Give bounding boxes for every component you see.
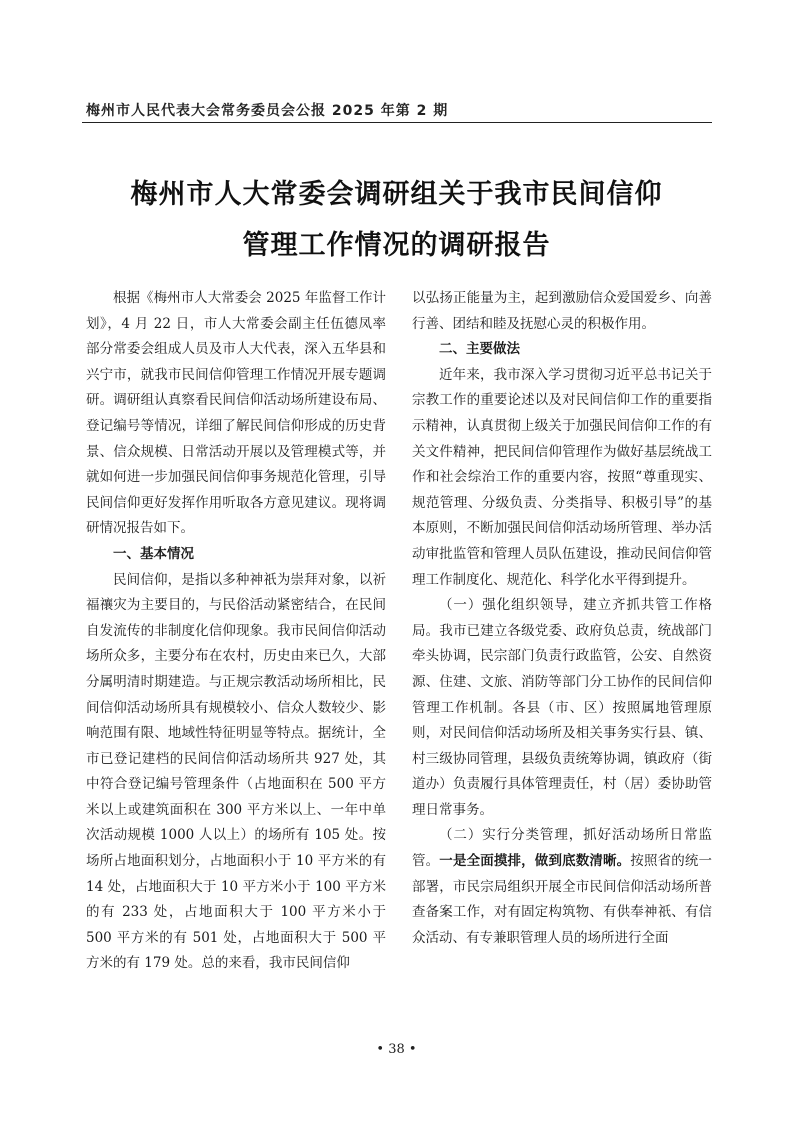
page-number: • 38 • — [376, 1042, 417, 1057]
continued-paragraph: 以弘扬正能量为主，起到激励信众爱国爱乡、向善行善、团结和睦及抚慰心灵的积极作用。 — [412, 290, 712, 332]
subsection-1-title: （一）强化组织领导，建立齐抓共管工作格局。 — [412, 597, 712, 639]
basic-situation-paragraph: 民间信仰，是指以多种神祇为崇拜对象，以祈福禳灾为主要目的，与民俗活动紧密结合，在民间自发流传的非制度化信仰现象。我市民间信仰活动场所众多，主要分布在农村，历史由来已久，大部分属明清时期建造。与正规宗教活动场所相比，民间信仰活动场所具有规模较小、信众人数较少、影响范围有限、地域性特征明显等特点。据统计，全市已登记建档的民间信仰活动场所共 927 处，其中符合登记编号管理条件（占地面积在 500 平方米以上或建筑面积在 300 平方米以上、一年中单次活动规模 1000 人以上）的场所有 105 处。按场所占地面积划分，占地面积小于 10 平方米的有 14 处，占地面积大于 10 平方米小于 100 平方米的有 233 处，占地面积大于 100 平方米小于 500 平方米的有 501 处，占地面积大于 500 平方米的有 179 处。总的来看，我市民间信仰 — [86, 571, 386, 972]
subsection-2 — [412, 823, 712, 951]
practices-paragraph: 近年来，我市深入学习贯彻习近平总书记关于宗教工作的重要论述以及对民间信仰工作的重要指示精神，认真贯彻上级关于加强民间信仰工作的有关文件精神，把民间信仰管理作为做好基层统战工作和社会综治工作的重要内容，按照“尊重现实、规范管理、分级负责、分类指导、积极引导”的基本原则，不断加强民间信仰活动场所管理、举办活动审批监管和管理人员队伍建设，推动民间信仰管理工作制度化、规范化、科学化水平得到提升。 — [412, 366, 712, 588]
report-title-line2: 管理工作情况的调研报告 — [242, 230, 551, 261]
section-heading-practices: 二、主要做法 — [439, 341, 520, 358]
header-divider — [82, 122, 712, 123]
bulletin-header: 梅州市人民代表大会常务委员会公报 2025 年第 2 期 — [86, 103, 449, 119]
intro-paragraph: 根据《梅州市人大常委会 2025 年监督工作计划》，4 月 22 日，市人大常委会副主任伍德凤率部分常委会组成人员及市人大代表，深入五华县和兴宁市，就我市民间信仰管理工作情况开展专题调研。调研组认真察看民间信仰活动场所建设布局、登记编号等情况，详细了解民间信仰形成的历史背景、信众规模、日常活动开展以及管理模式等，并就如何进一步加强民间信仰事务规范化管理，引导民间信仰更好发挥作用听取各方意见建议。现将调研情况报告如下。 — [86, 290, 386, 537]
right-column — [412, 286, 712, 951]
subsection-2-title: （二）实行分类管理，抓好活动场所日常监管。 — [412, 827, 712, 870]
subsection-2-body: 按照省的统一部署，市民宗局组织开展全市民间信仰活动场所普查备案工作，对有固定构筑物、有供奉神祇、有信众活动、有专兼职管理人员的场所进行全面 — [412, 853, 713, 946]
subsection-1-body: 我市已建立各级党委、政府负总责，统战部门牵头协调，民宗部门负责行政监管，公安、自然资源、住建、文旅、消防等部门分工协作的民间信仰管理工作机制。各县（市、区）按照属地管理原则，对民间信仰活动场所及相关事务实行县、镇、村三级协同管理，县级负责统筹协调，镇政府（街道办）负责履行具体管理责任，村（居）委协助管理日常事务。 — [412, 622, 713, 818]
left-column — [86, 286, 386, 977]
section-heading-basic: 一、基本情况 — [113, 545, 194, 562]
subsection-2-bold-lead: 一是全面摸排，做到底数清晰。 — [439, 853, 631, 870]
report-title-line1: 梅州市人大常委会调研组关于我市民间信仰 — [130, 179, 663, 210]
subsection-1 — [412, 593, 712, 823]
